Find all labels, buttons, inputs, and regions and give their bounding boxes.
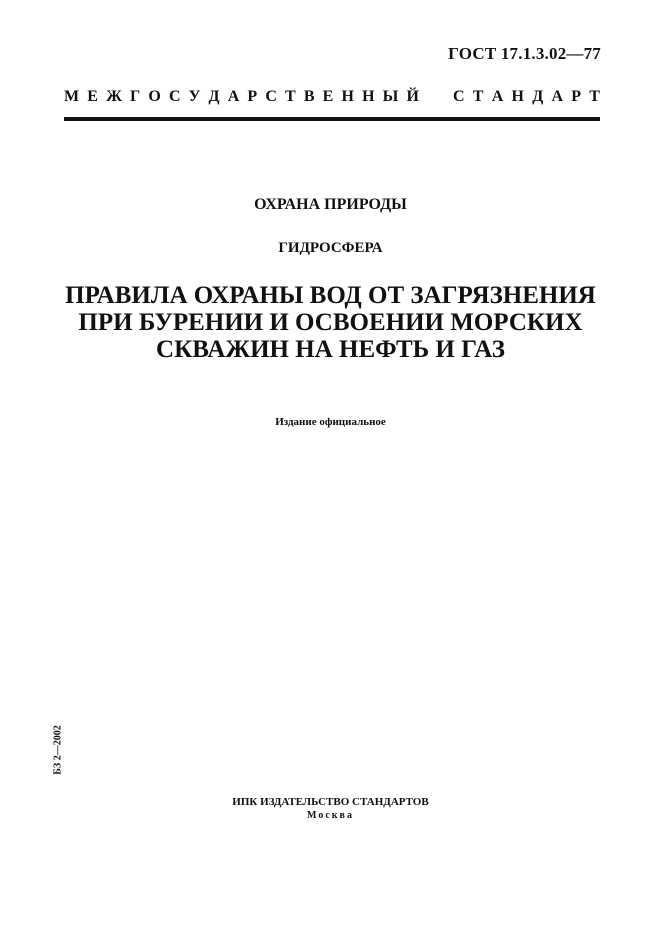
heading-letter: Ы <box>382 88 399 105</box>
heading-letter: А <box>227 88 240 105</box>
heading-letter: Д <box>532 88 544 105</box>
heading-letter: О <box>148 88 161 105</box>
subsection-title: ГИДРОСФЕРА <box>278 240 383 256</box>
header-rule <box>64 117 600 121</box>
heading-letter: В <box>303 88 315 105</box>
heading-letter: Т <box>589 88 600 105</box>
section-title: ОХРАНА ПРИРОДЫ <box>254 196 407 213</box>
heading-letter: Г <box>130 88 141 105</box>
side-code-text: БЗ 2—2002 <box>52 725 64 775</box>
heading-letter: М <box>64 88 80 105</box>
heading-letter: А <box>551 88 563 105</box>
heading-letter: Н <box>341 88 354 105</box>
heading-letter: Р <box>571 88 582 105</box>
heading-letter: С <box>453 88 465 105</box>
standard-type-word-2 <box>453 88 600 106</box>
edition-note: Издание официальное <box>275 416 386 428</box>
heading-letter: Ж <box>106 88 122 105</box>
publisher-city: Москва <box>307 810 354 821</box>
heading-letter: Н <box>511 88 524 105</box>
heading-letter: С <box>168 88 181 105</box>
heading-letter: Н <box>362 88 375 105</box>
standard-type-heading <box>64 88 600 106</box>
main-title <box>30 282 631 363</box>
heading-letter: Е <box>322 88 334 105</box>
main-title-line-1: ПРАВИЛА ОХРАНЫ ВОД ОТ ЗАГРЯЗНЕНИЯ <box>65 282 596 309</box>
main-title-line-3: СКВАЖИН НА НЕФТЬ И ГАЗ <box>156 336 505 363</box>
standard-type-word-1 <box>64 88 419 106</box>
heading-letter: А <box>491 88 504 105</box>
heading-letter: У <box>188 88 201 105</box>
heading-letter: Д <box>208 88 220 105</box>
heading-letter: Т <box>285 88 296 105</box>
standard-number: ГОСТ 17.1.3.02—77 <box>448 44 601 63</box>
main-title-line-2: ПРИ БУРЕНИИ И ОСВОЕНИИ МОРСКИХ <box>78 309 583 336</box>
heading-letter: С <box>265 88 277 105</box>
heading-letter: Р <box>247 88 258 105</box>
publisher-name: ИПК ИЗДАТЕЛЬСТВО СТАНДАРТОВ <box>232 796 429 808</box>
heading-letter: Т <box>472 88 484 105</box>
heading-letter: Е <box>87 88 98 105</box>
heading-letter: Й <box>406 88 419 105</box>
